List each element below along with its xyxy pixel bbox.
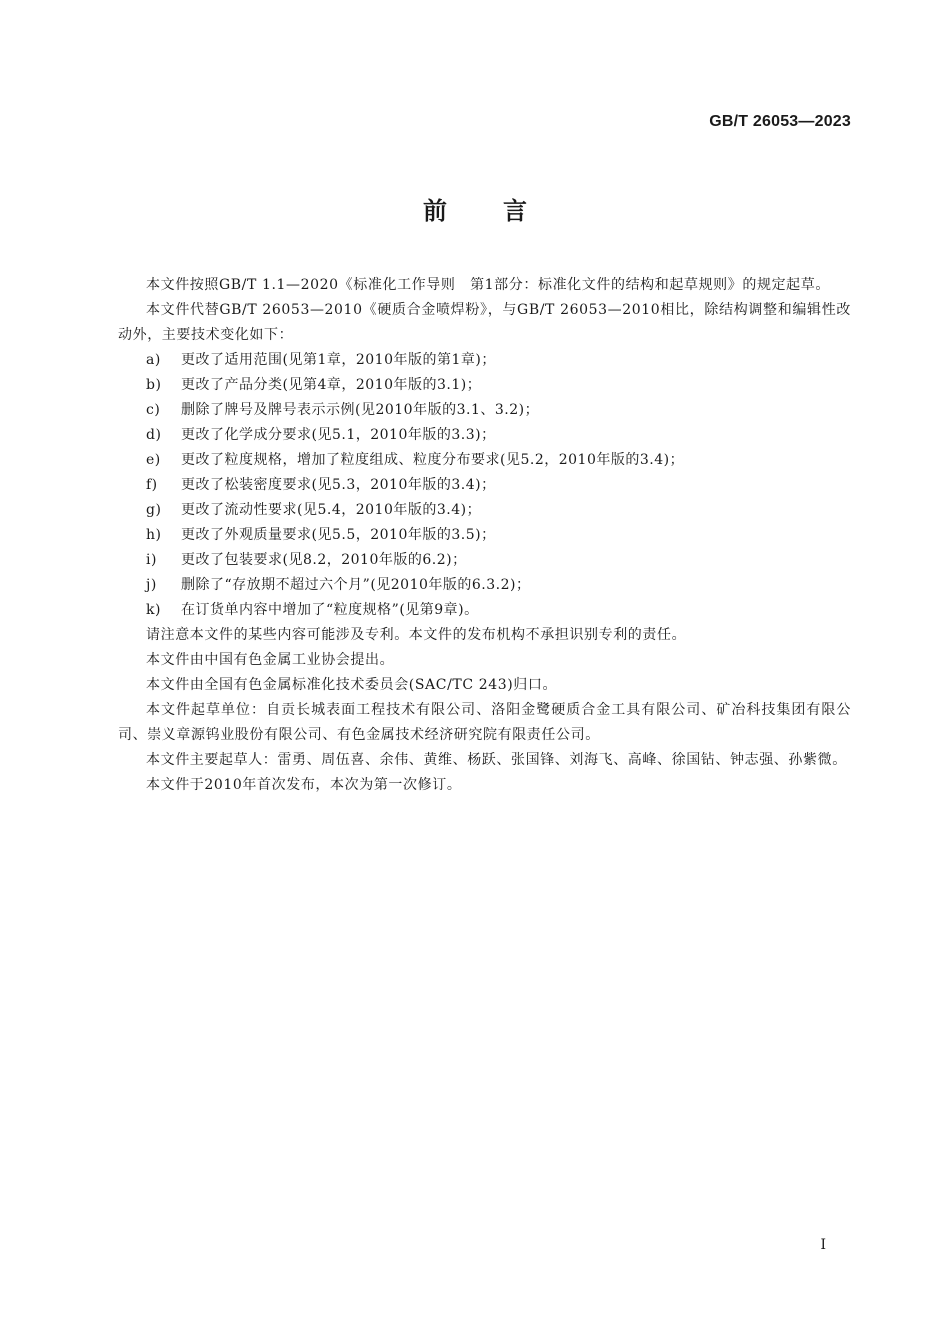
list-item-marker: a) [146,352,161,368]
page-number: I [820,1237,826,1253]
list-item-marker: f) [146,477,158,493]
list-item [118,573,851,598]
standard-code: GB/T 26053—2023 [709,113,851,130]
list-item-text: 更改了适用范围(见第1章，2010年版的第1章)； [181,352,496,368]
list-item-marker: h) [146,527,162,543]
list-item-text: 删除了牌号及牌号表示示例(见2010年版的3.1、3.2)； [181,402,540,418]
list-item [118,348,851,373]
list-item [118,523,851,548]
page-title: 前言 [423,197,583,225]
list-item-marker: k) [146,602,161,618]
changes-list [118,348,851,623]
list-item [118,423,851,448]
list-item-marker: j) [146,577,157,593]
intro-paragraph-drafting-rules: 本文件按照GB/T 1.1—2020《标准化工作导则 第1部分：标准化文件的结构和起草规则》的规定起草。 [146,277,830,293]
list-item-text: 在订货单内容中增加了“粒度规格”(见第9章)。 [181,602,479,618]
intro-paragraph-replacement: 本文件代替GB/T 26053—2010《硬质合金喷焊粉》，与GB/T 26053—2010相比，除结构调整和编辑性改动外，主要技术变化如下： [118,302,851,343]
list-item-text: 更改了包装要求(见8.2，2010年版的6.2)； [181,552,467,568]
responsible-committee-statement: 本文件由全国有色金属标准化技术委员会(SAC/TC 243)归口。 [146,677,558,693]
foreword-body [118,273,851,798]
list-item-text: 更改了外观质量要求(见5.5，2010年版的3.5)； [181,527,496,543]
list-item-marker: g) [146,502,162,518]
list-item-text: 更改了松装密度要求(见5.3，2010年版的3.4)； [181,477,496,493]
list-item-text: 删除了“存放期不超过六个月”(见2010年版的6.3.2)； [181,577,531,593]
proposer-statement: 本文件由中国有色金属工业协会提出。 [146,652,395,668]
list-item-marker: b) [146,377,162,393]
list-item-text: 更改了化学成分要求(见5.1，2010年版的3.3)； [181,427,496,443]
list-item [118,473,851,498]
list-item [118,548,851,573]
list-item [118,598,851,623]
list-item-text: 更改了产品分类(见第4章，2010年版的3.1)； [181,377,482,393]
drafters: 本文件主要起草人：雷勇、周伍喜、余伟、黄维、杨跃、张国锋、刘海飞、高峰、徐国钻、钟志强、孙紫微。 [146,752,847,768]
patent-notice: 请注意本文件的某些内容可能涉及专利。本文件的发布机构不承担识别专利的责任。 [146,627,687,643]
list-item [118,498,851,523]
list-item-text: 更改了粒度规格，增加了粒度组成、粒度分布要求(见5.2，2010年版的3.4)； [181,452,685,468]
list-item [118,448,851,473]
publication-history: 本文件于2010年首次发布，本次为第一次修订。 [146,777,462,793]
list-item [118,398,851,423]
list-item-text: 更改了流动性要求(见5.4，2010年版的3.4)； [181,502,482,518]
list-item-marker: d) [146,427,162,443]
list-item-marker: c) [146,402,161,418]
list-item-marker: i) [146,552,157,568]
list-item [118,373,851,398]
list-item-marker: e) [146,452,161,468]
drafting-organizations: 本文件起草单位：自贡长城表面工程技术有限公司、洛阳金鹭硬质合金工具有限公司、矿冶科技集团有限公司、崇义章源钨业股份有限公司、有色金属技术经济研究院有限责任公司。 [118,702,851,743]
